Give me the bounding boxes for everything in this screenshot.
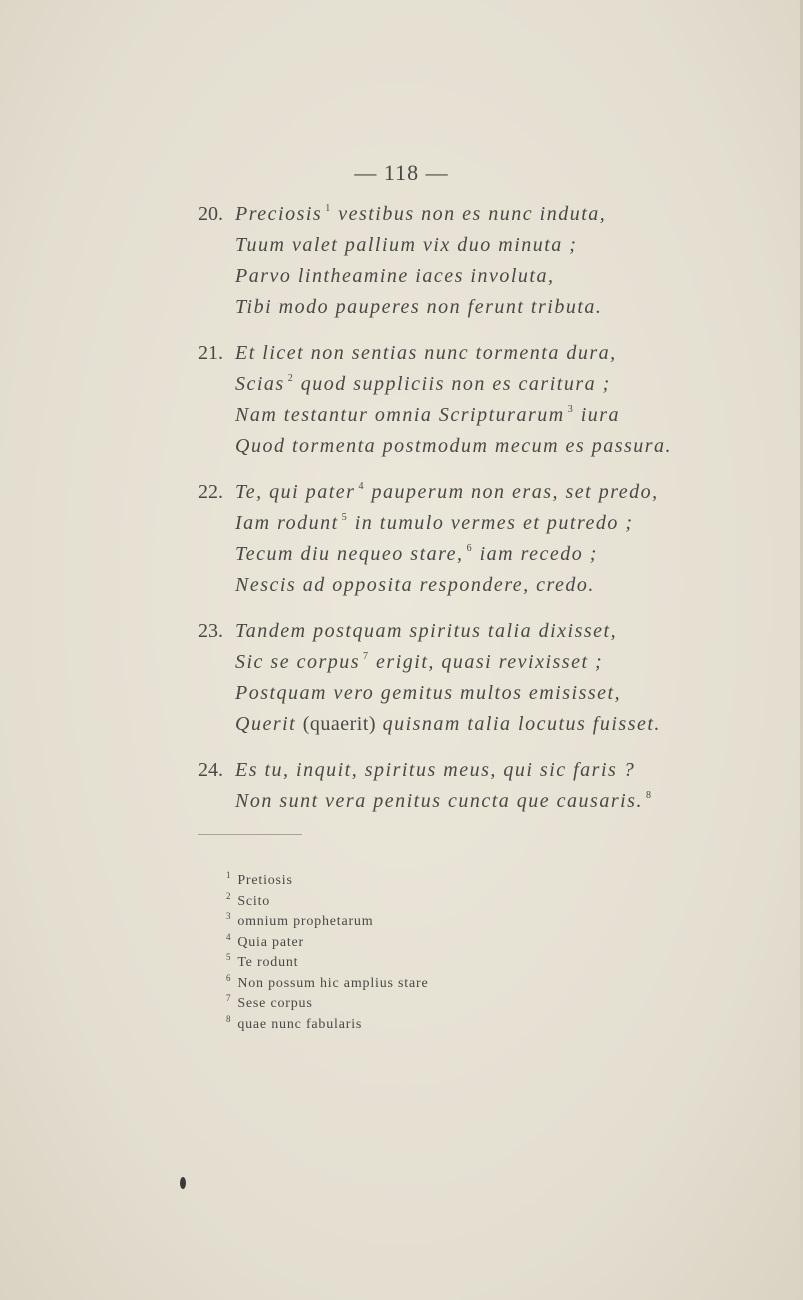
stanza-number: 23.: [198, 620, 223, 642]
verse-line: Et licet non sentias nunc tormenta dura,: [235, 342, 617, 364]
verse-text: erigit, quasi revixisset ;: [369, 651, 604, 673]
verse-line: [235, 404, 620, 427]
verse-line: [235, 481, 659, 504]
verse-line: Es tu, inquit, spiritus meus, qui sic faris ?: [235, 759, 636, 781]
verse-line: Quod tormenta postmodum mecum es passura.: [235, 435, 673, 457]
verse-line: [235, 651, 603, 674]
footnote: [226, 993, 313, 1012]
verse-text: Te, qui pater: [235, 481, 356, 503]
footnote: [226, 1014, 362, 1033]
stanza-number: 24.: [198, 759, 223, 781]
footnote-number: 8: [226, 1013, 232, 1024]
footnote: [226, 973, 428, 992]
footnote-text: Quia pater: [237, 934, 305, 950]
verse-text: iura: [574, 404, 621, 426]
footnote: [226, 952, 298, 971]
verse-text: pauperum non eras, set predo,: [364, 481, 659, 503]
stanza-number: 20.: [198, 203, 223, 225]
verse-line: [235, 512, 634, 535]
footnote-marker: 4: [358, 481, 365, 492]
verse-line: [235, 790, 652, 813]
footnote-text: Non possum hic amplius stare: [237, 975, 429, 991]
footnote: [226, 891, 270, 910]
footnote-number: 5: [226, 952, 232, 962]
verse-line: [235, 713, 661, 736]
footnote: [226, 911, 373, 930]
verse-text: in tumulo vermes et putredo ;: [348, 512, 634, 534]
verse-line: Parvo lintheamine iaces involuta,: [235, 265, 555, 287]
footnote: [226, 932, 304, 951]
verse-text: Non sunt vera penitus cuncta que causaris.: [235, 790, 643, 812]
verse-line: [235, 543, 598, 566]
footnote: [226, 870, 293, 889]
verse-text: Nam testantur omnia Scripturarum: [235, 404, 565, 426]
footnote-rule: [198, 834, 302, 835]
footnote-text: omnium prophetarum: [237, 914, 374, 929]
footnote-marker: 3: [567, 404, 575, 415]
footnote-marker: 2: [287, 373, 295, 384]
footnote-number: 3: [226, 911, 232, 921]
verse-text: Preciosis: [235, 203, 323, 225]
footnote-marker: 5: [341, 512, 349, 523]
verse-text: quod suppliciis non es caritura ;: [294, 373, 611, 395]
verse-text: Iam rodunt: [235, 512, 339, 534]
editorial-gloss: (quaerit): [302, 713, 377, 735]
footnote-text: Pretiosis: [237, 873, 293, 888]
page-number: — 118 —: [354, 160, 449, 185]
footnote-number: 4: [226, 931, 232, 942]
footnote-marker: 1: [325, 203, 332, 214]
footnote-marker: 6: [466, 543, 474, 554]
verse-text: Scias: [235, 373, 285, 395]
footnote-number: 7: [226, 993, 232, 1003]
verse-line: Tandem postquam spiritus talia dixisset,: [235, 620, 618, 642]
stanza-number: 22.: [198, 481, 223, 503]
verse-line: [235, 373, 611, 396]
footnote-text: quae nunc fabularis: [237, 1016, 363, 1032]
footnote-number: 2: [226, 890, 232, 901]
footnote-marker: 7: [363, 651, 370, 662]
verse-text: Tecum diu nequeo stare,: [235, 543, 464, 565]
verse-line: Tibi modo pauperes non ferunt tributa.: [235, 296, 603, 318]
footnote-text: Scito: [237, 893, 271, 909]
footnote-number: 6: [226, 972, 232, 983]
footnote-text: Te rodunt: [237, 955, 299, 970]
verse-line: [235, 203, 606, 226]
verse-line: Nescis ad opposita respondere, credo.: [235, 574, 595, 596]
verse-text: Querit: [235, 713, 303, 735]
verse-text: quisnam talia locutus fuisset.: [376, 713, 661, 735]
verse-text: iam recedo ;: [473, 543, 598, 565]
ink-blot: [180, 1177, 186, 1189]
verse-text: vestibus non es nunc induta,: [331, 203, 607, 225]
footnote-number: 1: [226, 870, 232, 880]
verse-text: Sic se corpus: [235, 651, 361, 673]
footnote-text: Sese corpus: [237, 996, 313, 1011]
footnote-marker: 8: [645, 790, 653, 801]
verse-line: Tuum valet pallium vix duo minuta ;: [235, 234, 578, 256]
verse-line: Postquam vero gemitus multos emisisset,: [235, 682, 622, 704]
stanza-number: 21.: [198, 342, 223, 364]
